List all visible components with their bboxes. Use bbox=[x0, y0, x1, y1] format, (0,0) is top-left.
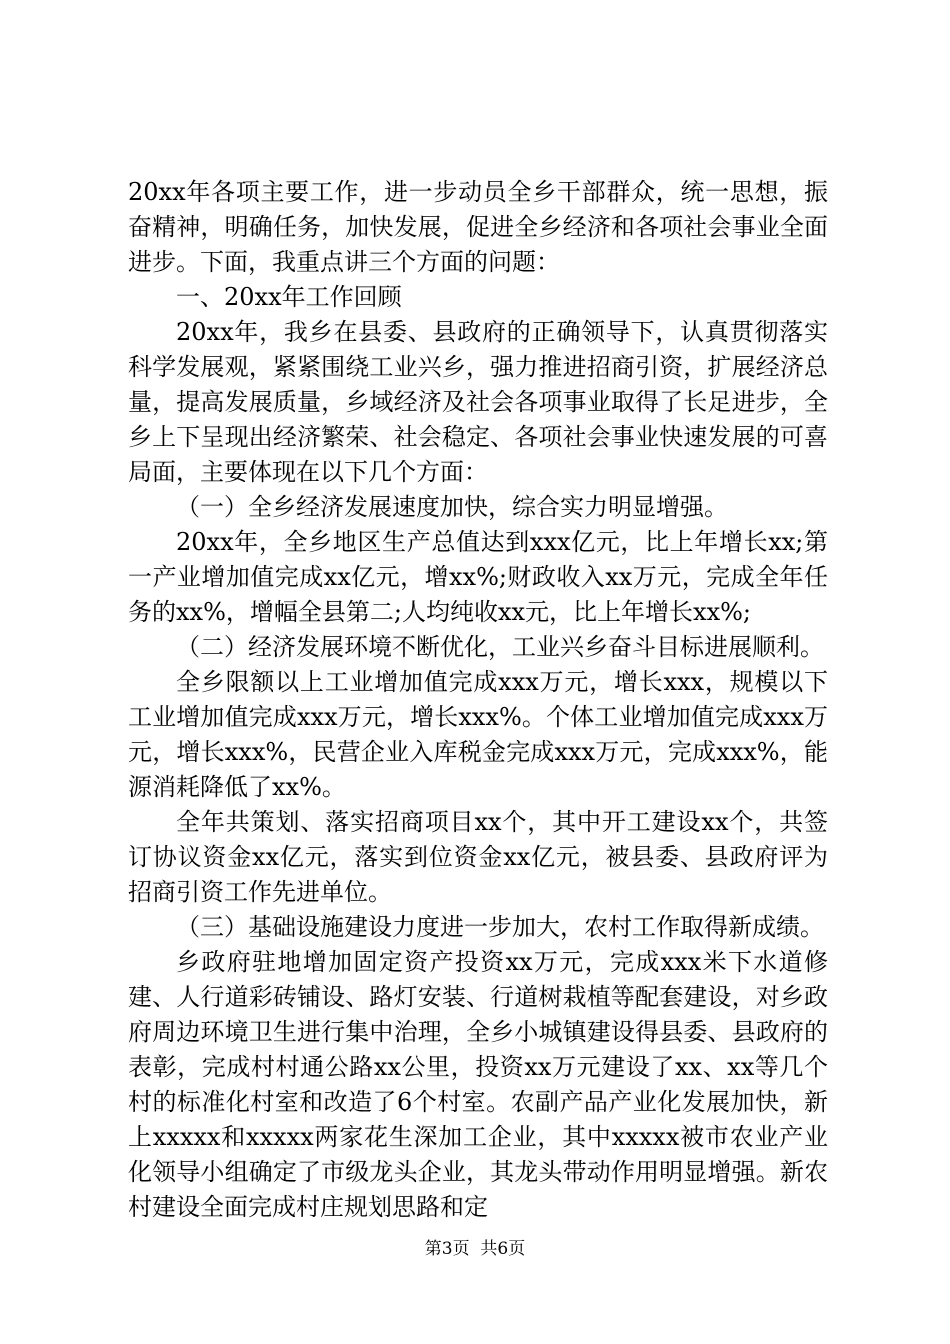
paragraph-review-summary: 20xx年，我乡在县委、县政府的正确领导下，认真贯彻落实科学发展观，紧紧围绕工业兴乡，强力推进招商引资，扩展经济总量，提高发展质量，乡域经济及社会各项事业取得了长足进步，全乡上下呈现出经济繁荣、社会稳定、各项社会事业快速发展的可喜局面，主要体现在以下几个方面： bbox=[128, 318, 828, 486]
paragraph-economy-figures: 20xx年，全乡地区生产总值达到xxx亿元，比上年增长xx;第一产业增加值完成xx亿元，增xx%;财政收入xx万元，完成全年任务的xx%，增幅全县第二;人均纯收xx元，比上年增长xx%; bbox=[128, 528, 828, 626]
paragraph-industry-figures: 全乡限额以上工业增加值完成xxx万元，增长xxx，规模以下工业增加值完成xxx万元，增长xxx%。个体工业增加值完成xxx万元，增长xxx%，民营企业入库税金完成xxx万元，完成xxx%，能源消耗降低了xx%。 bbox=[128, 668, 828, 801]
paragraph-investment-projects: 全年共策划、落实招商项目xx个，其中开工建设xx个，共签订协议资金xx亿元，落实到位资金xx亿元，被县委、县政府评为招商引资工作先进单位。 bbox=[128, 808, 828, 906]
document-body bbox=[128, 175, 828, 1225]
section-heading-review: 一、20xx年工作回顾 bbox=[176, 283, 402, 311]
paragraph-infrastructure-details: 乡政府驻地增加固定资产投资xx万元，完成xxx米下水道修建、人行道彩砖铺设、路灯安装、行道树栽植等配套建设，对乡政府周边环境卫生进行集中治理，全乡小城镇建设得县委、县政府的表彰，完成村村通公路xx公里，投资xx万元建设了xx、xx等几个村的标准化村室和改造了6个村室。农副产品产业化发展加快，新上xxxxx和xxxxx两家花生深加工企业，其中xxxxx被市农业产业化领导小组确定了市级龙头企业，其龙头带动作用明显增强。新农村建设全面完成村庄规划思路和定 bbox=[128, 948, 828, 1221]
subheading-environment: （二）经济发展环境不断优化，工业兴乡奋斗目标进展顺利。 bbox=[176, 633, 824, 661]
paragraph-intro-continuation: 20xx年各项主要工作，进一步动员全乡干部群众，统一思想，振奋精神，明确任务，加快发展，促进全乡经济和各项社会事业全面进步。下面，我重点讲三个方面的问题： bbox=[128, 178, 828, 276]
page-number-footer: 第3页 共6页 bbox=[424, 1239, 526, 1259]
subheading-economy: （一）全乡经济发展速度加快，综合实力明显增强。 bbox=[176, 493, 728, 521]
subheading-infrastructure: （三）基础设施建设力度进一步加大，农村工作取得新成绩。 bbox=[176, 913, 824, 941]
